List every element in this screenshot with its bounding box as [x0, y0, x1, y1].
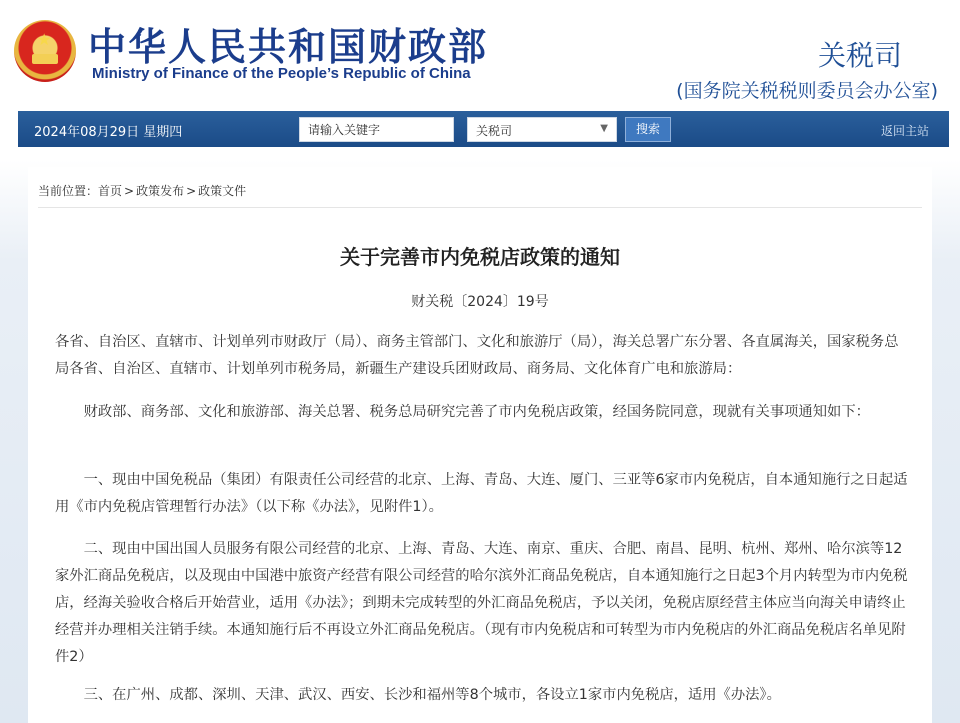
breadcrumb-policy-documents[interactable]: 政策文件	[198, 184, 247, 198]
divider	[38, 207, 922, 208]
return-home-link[interactable]: 返回主站	[880, 124, 929, 138]
breadcrumb-prefix: 当前位置：	[38, 184, 99, 198]
search-input[interactable]	[299, 117, 454, 142]
document-title: 关于完善市内免税店政策的通知	[340, 245, 620, 269]
breadcrumb-policy-release[interactable]: 政策发布	[136, 184, 185, 198]
department-title: 关税司	[817, 39, 902, 72]
breadcrumb-separator: >	[186, 184, 197, 198]
article-panel	[28, 167, 932, 723]
paragraph-item-3: 三、在广州、成都、深圳、天津、武汉、西安、长沙和福州等8个城市，各设立1家市内免税店，适用《办法》。	[83, 687, 781, 703]
site-header	[0, 0, 960, 108]
breadcrumb-separator: >	[124, 184, 135, 198]
breadcrumb	[38, 182, 246, 199]
document-number: 财关税〔2024〕19号	[411, 294, 549, 310]
breadcrumb-home[interactable]: 首页	[98, 184, 123, 198]
department-subtitle: (国务院关税税则委员会办公室)	[676, 80, 938, 102]
site-title-chinese[interactable]: 中华人民共和国财政部	[88, 24, 489, 69]
paragraph-item-2: 二、现由中国出国人员服务有限公司经营的北京、上海、青岛、大连、南京、重庆、合肥、南昌、昆明、杭州、郑州、哈尔滨等12家外汇商品免税店，以及现由中国港中旅资产经营有限公司经营的哈尔滨外汇商品免税店，自本通知施行之日起3个月内转型为市内免税店，经海关验收合格后开始营业，适用《办法》；到期未完成转型的外汇商品免税店，予以关闭，免税店原经营主体应当向海关申请终止经营并办理相关注销手续。本通知施行后不再设立外汇商品免税店。（现有市内免税店和可转型为市内免税店的外汇商品免税店名单见附件2）	[55, 541, 908, 665]
site-scope-select[interactable]	[467, 117, 617, 142]
select-value: 关税司	[476, 124, 513, 138]
paragraph-item-1: 一、现由中国免税品（集团）有限责任公司经营的北京、上海、青岛、大连、厦门、三亚等6家市内免税店，自本通知施行之日起适用《市内免税店管理暂行办法》（以下称《办法》，见附件1）。	[55, 472, 908, 515]
current-date: 2024年08月29日 星期四	[34, 125, 183, 140]
nav-bar	[18, 111, 949, 147]
search-button[interactable]: 搜索	[625, 117, 671, 142]
paragraph-intro: 财政部、商务部、文化和旅游部、海关总署、税务总局研究完善了市内免税店政策，经国务院同意，现就有关事项通知如下：	[83, 404, 870, 420]
chevron-down-icon: ▼	[600, 123, 608, 134]
site-title-english: Ministry of Finance of the People’s Republic of China	[92, 65, 471, 82]
paragraph-addressees: 各省、自治区、直辖市、计划单列市财政厅（局）、商务主管部门、文化和旅游厅（局），海关总署广东分署、各直属海关，国家税务总局各省、自治区、直辖市、计划单列市税务局，新疆生产建设兵团财政局、商务局、文化体育广电和旅游局：	[55, 334, 899, 377]
national-emblem-icon: ★	[14, 20, 76, 82]
